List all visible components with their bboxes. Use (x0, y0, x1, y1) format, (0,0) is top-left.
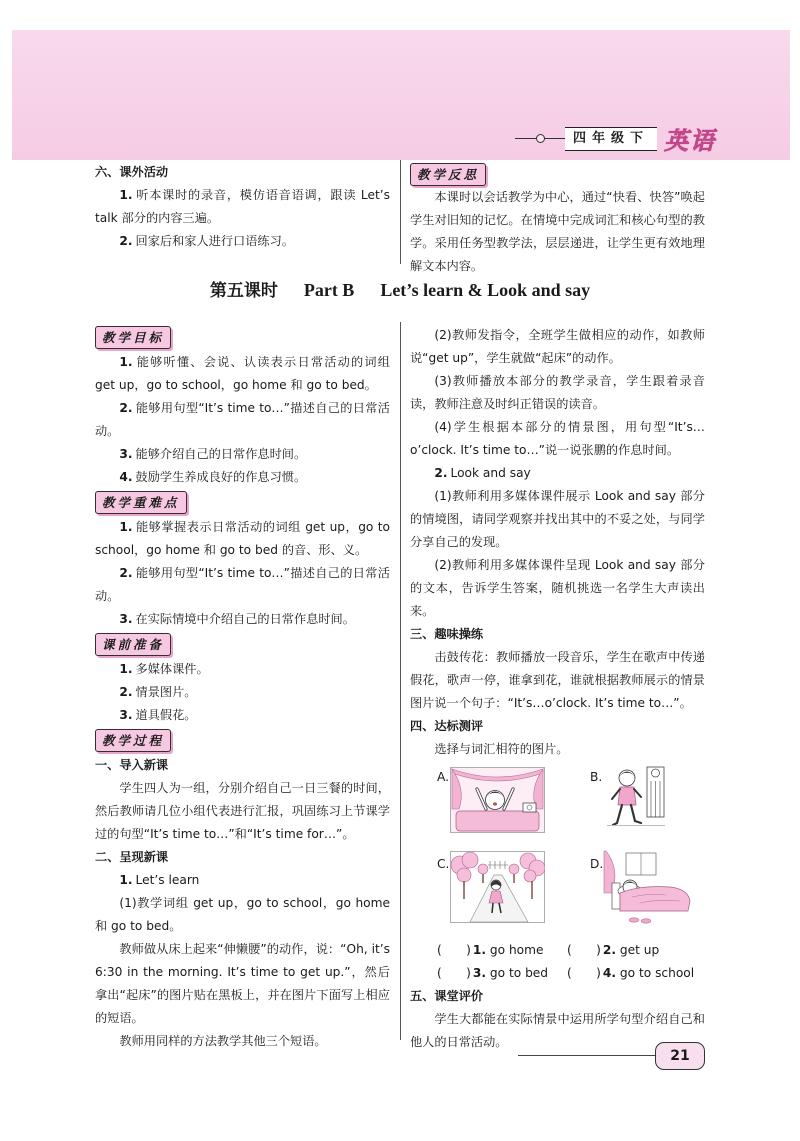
item-number: 4. (119, 470, 133, 484)
step-text: (1)教学词组 get up，go to school，go home 和 go to bed。 (95, 896, 390, 933)
item-number: 3. (472, 966, 487, 980)
subsection-name: Look and say (450, 466, 531, 480)
extracurricular-section (95, 162, 390, 253)
step-text: 教师做从床上起来“伸懒腰”的动作，说：“Oh, it’s 6:30 in the morning. It’s time to get up.”，然后拿出“起床”的图片贴在黑板上，并在图片下面写上相应的短语。 (95, 942, 390, 1025)
preparation-item (95, 681, 390, 704)
objective-item (95, 351, 390, 397)
lesson-name: Let’s learn & Look and say (380, 280, 591, 300)
picture-a-boy-stretching-in-bed (450, 767, 545, 833)
answer-blank[interactable]: ( ) (567, 966, 601, 980)
grade-label: 四年级下 (565, 127, 657, 151)
picture-label: B. (590, 770, 603, 784)
right-column (410, 324, 705, 1054)
objective-item (95, 466, 390, 489)
item-text: 能够介绍自己的日常作息时间。 (135, 447, 307, 461)
item-number: 3. (119, 708, 133, 722)
item-number: 1. (472, 943, 487, 957)
step-text: (3)教师播放本部分的教学录音，学生跟着录音读，教师注意及时纠正错误的读音。 (410, 374, 705, 411)
step-text: 教师用同样的方法教学其他三个短语。 (119, 1034, 327, 1048)
footer-line (518, 1055, 655, 1056)
item-text: 道具假花。 (135, 708, 197, 722)
section-heading-practice: 三、趣味操练 (410, 627, 484, 641)
answer-phrase: get up (619, 943, 660, 957)
item-number: 2. (119, 685, 133, 699)
quiz-answer-rows (410, 939, 705, 985)
step-text: (1)教师利用多媒体课件展示 Look and say 部分的情境图，请同学观察并找出其中的不妥之处，与同学分享自己的发现。 (410, 489, 705, 549)
item-number: 1. (119, 188, 133, 202)
subsection-title (95, 869, 390, 892)
lesson-part: Part B (303, 280, 355, 300)
badge-reflection: 教学反思 (410, 163, 486, 186)
picture-label: C. (437, 857, 450, 871)
section-heading-intro: 一、导入新课 (95, 758, 169, 772)
step-text: (2)教师利用多媒体课件呈现 Look and say 部分的文本，告诉学生答案，随机挑选一名学生大声读出来。 (410, 558, 705, 618)
evaluation-text: 学生大都能在实际情景中运用所学句型介绍自己和他人的日常活动。 (410, 1012, 705, 1049)
section-heading-evaluation: 五、课堂评价 (410, 989, 484, 1003)
badge-preparation: 课前准备 (95, 633, 171, 656)
quiz-answer-item (567, 939, 705, 962)
practice-text: 击鼓传花：教师播放一段音乐，学生在歌声中传递假花，歌声一停，谁拿到花，谁就根据教师展示的情景图片说一个句子：“It’s…o’clock. It’s time to…”。 (410, 650, 705, 710)
picture-c-girl-on-tree-lined-road (450, 851, 545, 923)
item-text: 在实际情境中介绍自己的日常作息时间。 (135, 612, 355, 626)
item-text: 能够用句型“It’s time to…”描述自己的日常活动。 (95, 401, 390, 438)
answer-blank[interactable]: ( ) (437, 943, 471, 957)
quiz-answer-item (437, 939, 567, 962)
item-text: 能够听懂、会说、认读表示日常活动的词组 get up，go to school，go home 和 go to bed。 (95, 355, 390, 392)
item-number: 2. (119, 566, 133, 580)
key-point-item (95, 516, 390, 562)
objective-item (95, 397, 390, 443)
item-number: 3. (119, 612, 133, 626)
section-heading-assessment: 四、达标测评 (410, 719, 484, 733)
answer-phrase: go to school (619, 966, 695, 980)
key-point-item (95, 562, 390, 608)
badge-teaching-process: 教学过程 (95, 729, 171, 752)
list-item (95, 184, 390, 230)
item-number: 1. (119, 355, 133, 369)
column-divider-top (400, 160, 401, 264)
item-text: 能够用句型“It’s time to…”描述自己的日常活动。 (95, 566, 390, 603)
header-divider-dot (536, 134, 545, 143)
item-text: 回家后和家人进行口语练习。 (135, 234, 294, 248)
page-number: 21 (655, 1042, 705, 1070)
badge-key-points: 教学重难点 (95, 491, 187, 514)
item-number: 2. (119, 401, 133, 415)
item-text: 听本课时的录音，模仿语音语调，跟读 Let’s talk 部分的内容三遍。 (95, 188, 390, 225)
subsection-title (410, 462, 705, 485)
section-heading: 六、课外活动 (95, 165, 169, 179)
answer-blank[interactable]: ( ) (437, 966, 471, 980)
item-number: 1. (119, 662, 133, 676)
quiz-pictures (410, 761, 705, 939)
item-number: 1. (119, 520, 133, 534)
lesson-number: 第五课时 (209, 281, 278, 301)
reflection-section (410, 163, 705, 278)
quiz-answer-item (567, 962, 705, 985)
badge-teaching-objectives: 教学目标 (95, 326, 171, 349)
preparation-item (95, 658, 390, 681)
item-number: 2. (119, 234, 133, 248)
key-point-item (95, 608, 390, 631)
quiz-answer-item (437, 962, 567, 985)
item-number: 3. (119, 447, 133, 461)
item-number: 4. (602, 966, 617, 980)
item-number: 2. (434, 466, 448, 480)
left-column (95, 324, 390, 1053)
picture-d-girl-sleeping-in-bed (600, 849, 692, 925)
item-text: 情景图片。 (135, 685, 197, 699)
answer-phrase: go home (489, 943, 544, 957)
picture-label: D. (590, 857, 604, 871)
objective-item (95, 443, 390, 466)
item-text: 多媒体课件。 (135, 662, 209, 676)
picture-b-boy-walking (605, 763, 668, 833)
column-divider-main (400, 322, 401, 1040)
picture-label: A. (437, 770, 449, 784)
reflection-text: 本课时以会话教学为中心，通过“快看、快答”唤起学生对旧知的记忆。在情境中完成词汇和核心句型的教学。采用任务型教学法，层层递进，让学生更有效地理解文本内容。 (410, 190, 705, 273)
item-number: 1. (119, 873, 133, 887)
step-text: (4)学生根据本部分的情景图，用句型“It’s…o’clock. It’s time to…”说一说张鹏的作息时间。 (410, 420, 705, 457)
list-item (95, 230, 390, 253)
answer-phrase: go to bed (489, 966, 549, 980)
item-text: 能够掌握表示日常活动的词组 get up，go to school，go home 和 go to bed 的音、形、义。 (95, 520, 390, 557)
subsection-name: Let’s learn (135, 873, 200, 887)
item-text: 鼓励学生养成良好的作息习惯。 (135, 470, 307, 484)
lesson-title (0, 278, 800, 303)
answer-blank[interactable]: ( ) (567, 943, 601, 957)
step-text: (2)教师发指令，全班学生做相应的动作，如教师说“get up”，学生就做“起床”的动作。 (410, 328, 705, 365)
preparation-item (95, 704, 390, 727)
section-heading-presentation: 二、呈现新课 (95, 850, 169, 864)
assessment-instruction: 选择与词汇相符的图片。 (434, 742, 569, 756)
intro-text: 学生四人为一组，分别介绍自己一日三餐的时间，然后教师请几位小组代表进行汇报，巩固练习上节课学过的句型“It’s time to…”和“It’s time for…”。 (95, 781, 390, 841)
item-number: 2. (602, 943, 617, 957)
subject-logo: 英语 (664, 126, 716, 155)
